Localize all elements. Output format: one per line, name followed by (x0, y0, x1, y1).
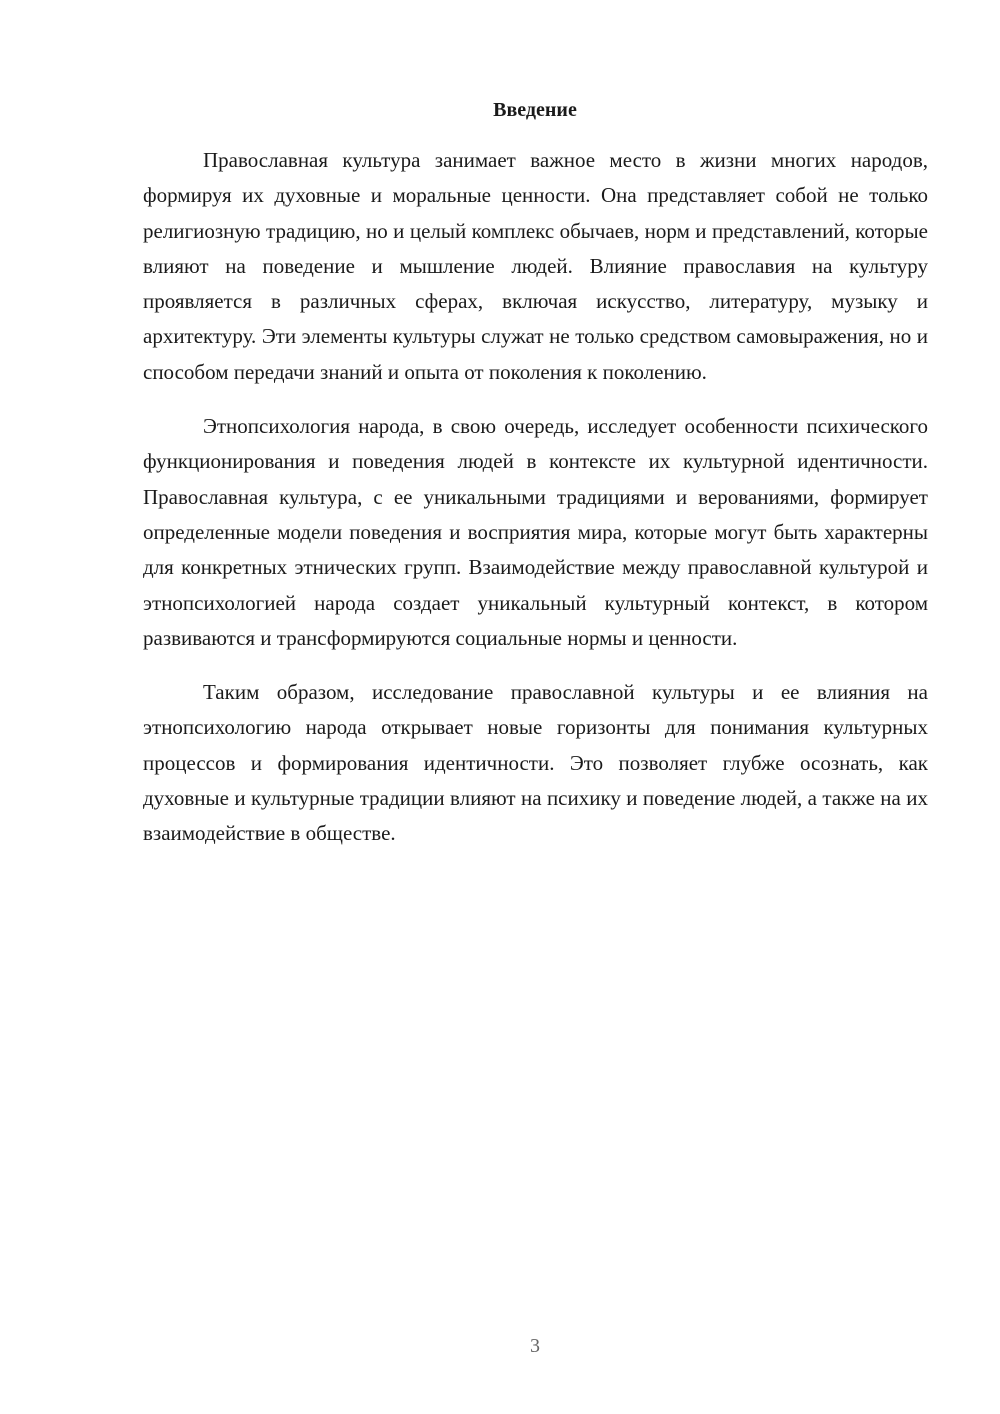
page-number: 3 (530, 1335, 540, 1357)
paragraph-1: Православная культура занимает важное место в жизни многих народов, формируя их духовные и моральные ценности. Она представляет собой не только религиозную традицию, но и целый комплекс обычаев, норм и представлений, которые влияют на поведение и мышление людей. Влияние православия на культуру проявляется в различных сферах, включая искусство, литературу, музыку и архитектуру. Эти элементы культуры служат не только средством самовыражения, но и способом передачи знаний и опыта от поколения к поколению. (143, 148, 928, 384)
body-text (143, 143, 928, 871)
paragraph-2: Этнопсихология народа, в свою очередь, исследует особенности психического функционирования и поведения людей в контексте их культурной идентичности. Православная культура, с ее уникальными традициями и верованиями, формирует определенные модели поведения и восприятия мира, которые могут быть характерны для конкретных этнических групп. Взаимодействие между православной культурой и этнопсихологией народа создает уникальный культурный контекст, в котором развиваются и трансформируются социальные нормы и ценности. (143, 414, 928, 650)
section-title: Введение (493, 99, 577, 121)
paragraph-3: Таким образом, исследование православной культуры и ее влияния на этнопсихологию народа открывает новые горизонты для понимания культурных процессов и формирования идентичности. Это позволяет глубже осознать, как духовные и культурные традиции влияют на психику и поведение людей, а также на их взаимодействие в обществе. (143, 680, 928, 846)
